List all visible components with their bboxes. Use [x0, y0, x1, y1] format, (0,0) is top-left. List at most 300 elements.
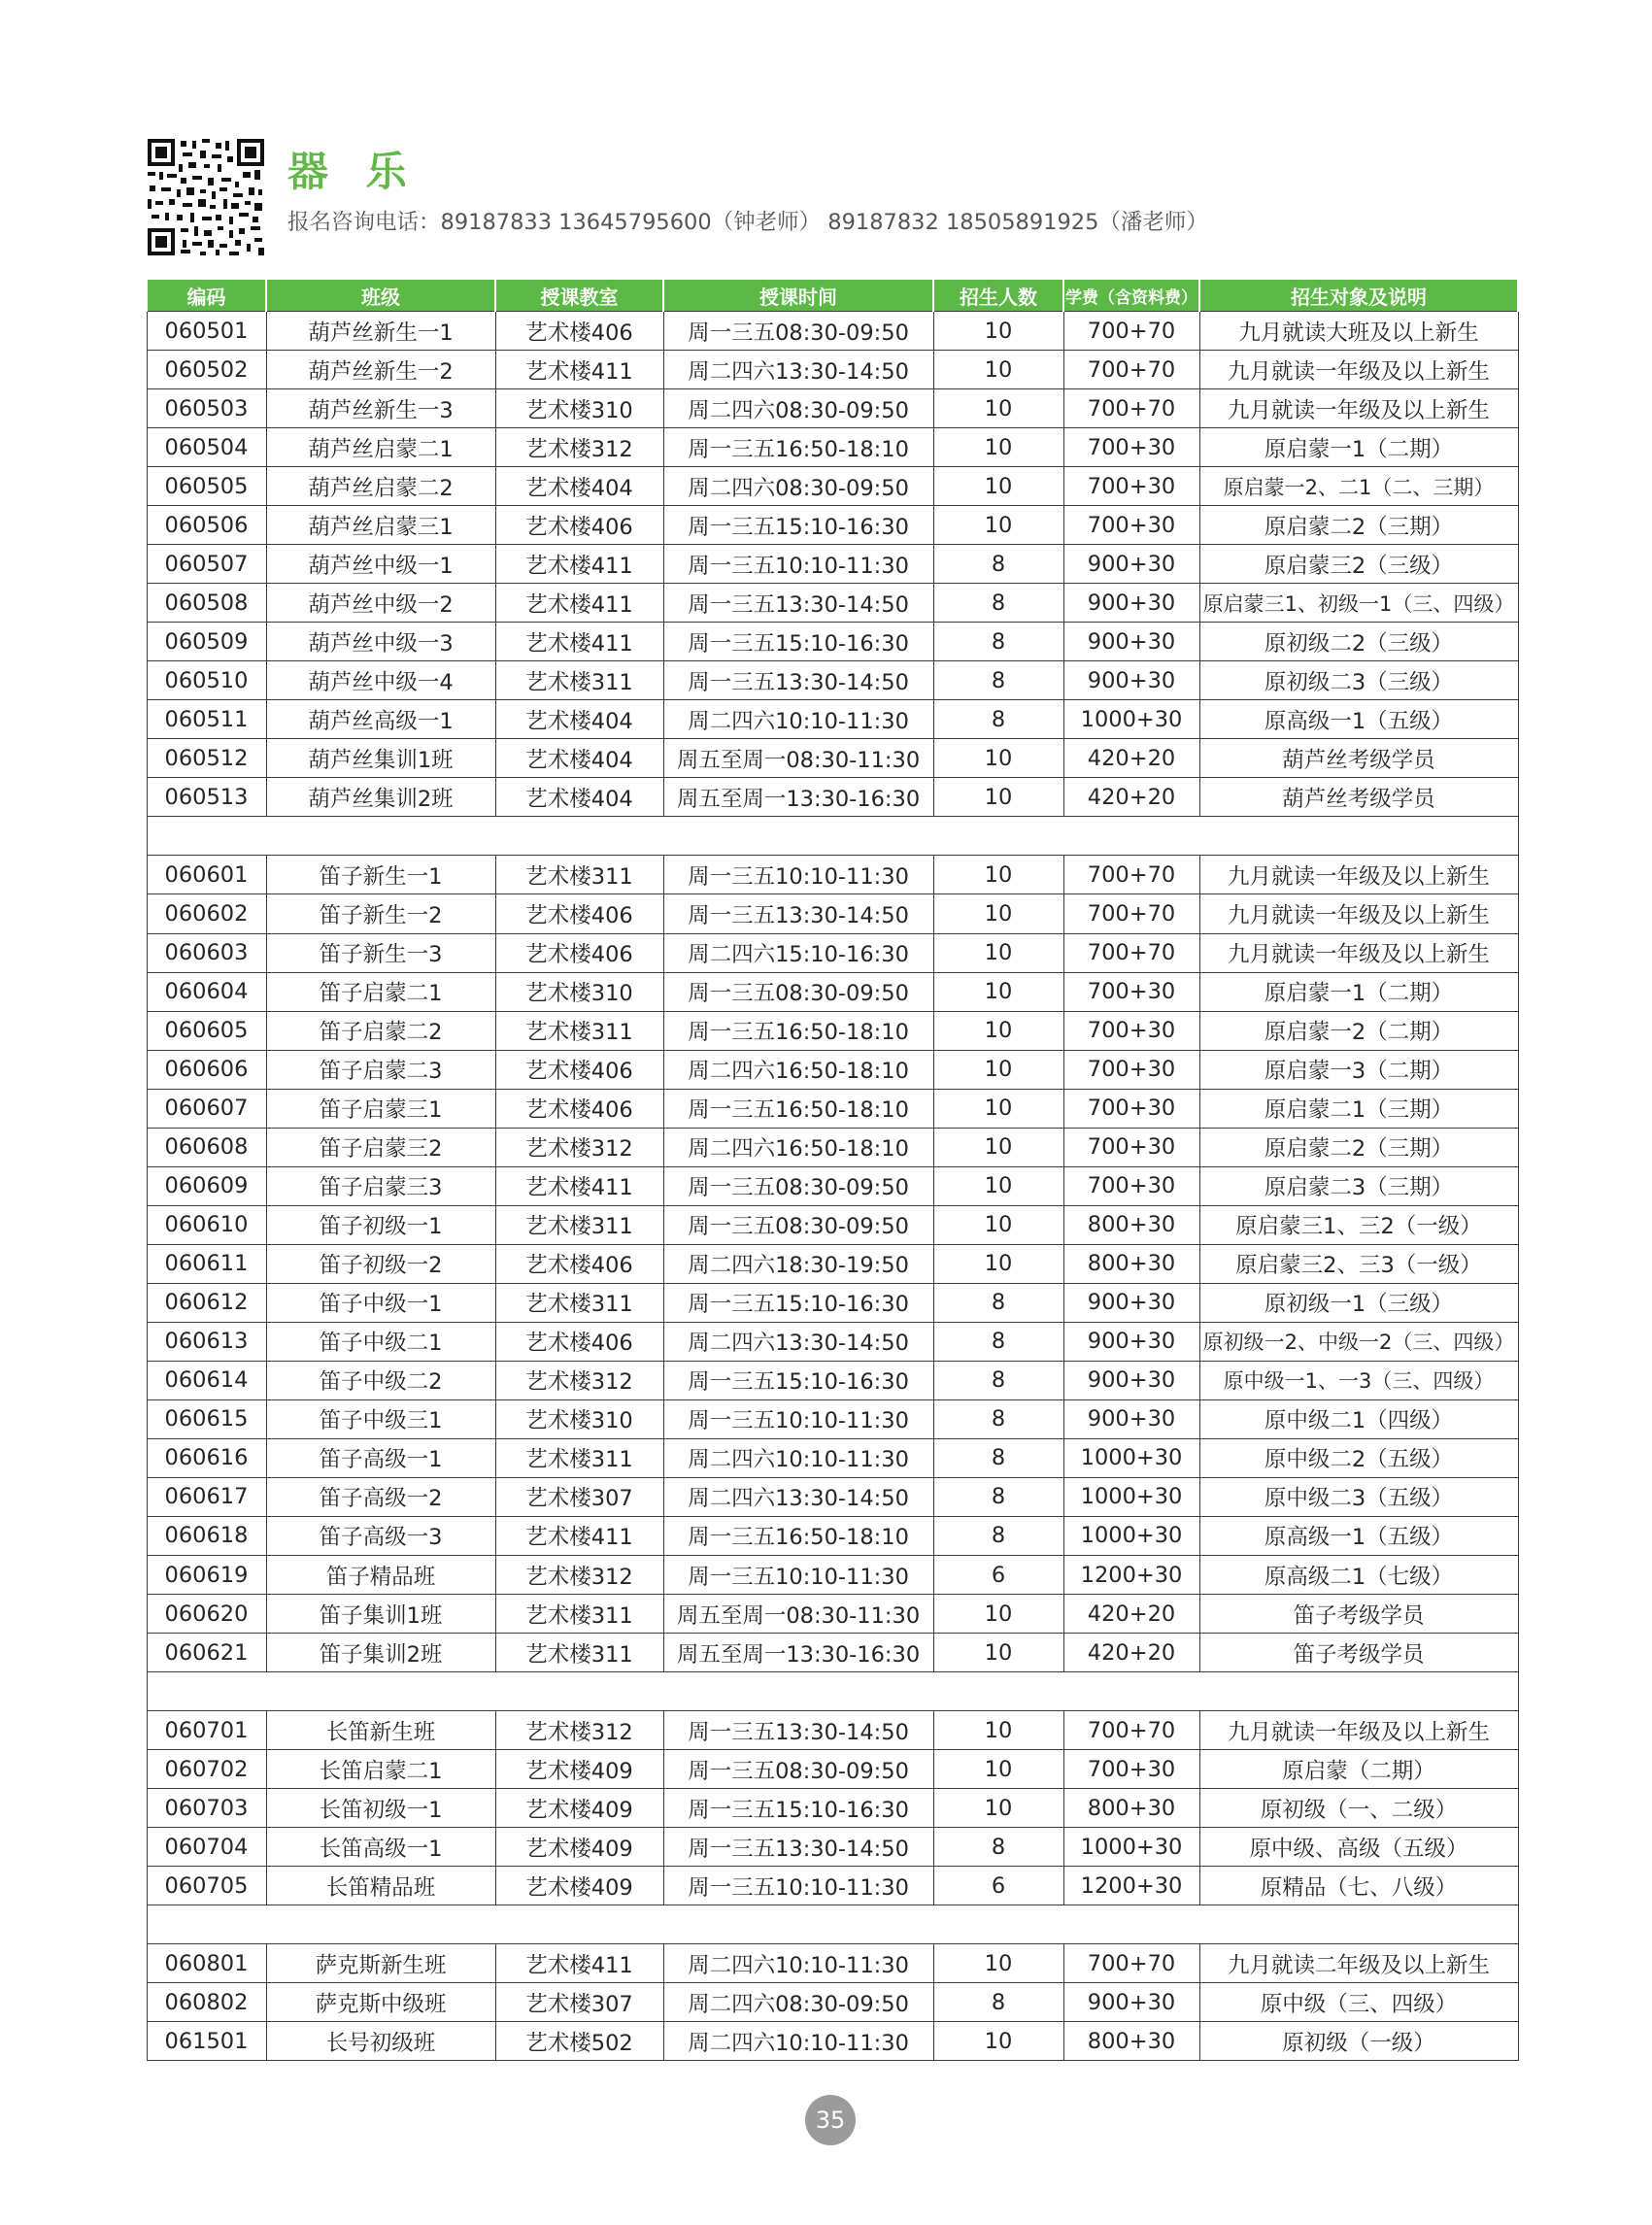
- cell-code: 060501: [147, 312, 266, 351]
- cell-capacity: 10: [933, 933, 1063, 972]
- cell-time: 周二四六18:30-19:50: [663, 1244, 933, 1283]
- cell-fee: 1000+30: [1063, 1438, 1199, 1477]
- cell-code: 060608: [147, 1128, 266, 1166]
- cell-capacity: 10: [933, 312, 1063, 351]
- cell-classroom: 艺术楼311: [495, 856, 663, 894]
- cell-fee: 900+30: [1063, 1983, 1199, 2022]
- cell-time: 周二四六10:10-11:30: [663, 1438, 933, 1477]
- cell-class: 萨克斯新生班: [266, 1944, 495, 1983]
- cell-time: 周一三五10:10-11:30: [663, 1867, 933, 1905]
- cell-code: 060606: [147, 1050, 266, 1089]
- cell-capacity: 10: [933, 1789, 1063, 1828]
- cell-fee: 420+20: [1063, 1634, 1199, 1672]
- table-row: [147, 623, 1518, 661]
- cell-code: 060704: [147, 1828, 266, 1867]
- cell-target: 葫芦丝考级学员: [1199, 739, 1518, 778]
- cell-code: 060604: [147, 972, 266, 1011]
- cell-target: 原启蒙二2（三期）: [1199, 1128, 1518, 1166]
- cell-classroom: 艺术楼411: [495, 351, 663, 389]
- table-row: [147, 1556, 1518, 1595]
- cell-time: 周二四六15:10-16:30: [663, 933, 933, 972]
- cell-classroom: 艺术楼406: [495, 506, 663, 545]
- cell-time: 周一三五13:30-14:50: [663, 1828, 933, 1867]
- cell-fee: 700+30: [1063, 1128, 1199, 1166]
- cell-capacity: 10: [933, 894, 1063, 933]
- cell-class: 笛子启蒙二2: [266, 1011, 495, 1050]
- cell-class: 笛子中级二1: [266, 1322, 495, 1361]
- cell-code: 061501: [147, 2022, 266, 2061]
- cell-fee: 700+30: [1063, 1050, 1199, 1089]
- cell-capacity: 8: [933, 1322, 1063, 1361]
- cell-class: 葫芦丝中级一3: [266, 623, 495, 661]
- table-row: [147, 1828, 1518, 1867]
- cell-code: 060505: [147, 467, 266, 506]
- cell-fee: 700+70: [1063, 389, 1199, 428]
- cell-class: 笛子中级三1: [266, 1399, 495, 1438]
- cell-target: 九月就读二年级及以上新生: [1199, 1944, 1518, 1983]
- cell-class: 笛子集训1班: [266, 1595, 495, 1634]
- cell-fee: 700+70: [1063, 933, 1199, 972]
- cell-code: 060612: [147, 1283, 266, 1322]
- cell-fee: 800+30: [1063, 2022, 1199, 2061]
- cell-fee: 800+30: [1063, 1205, 1199, 1244]
- cell-code: 060509: [147, 623, 266, 661]
- cell-capacity: 8: [933, 1828, 1063, 1867]
- table-row: [147, 661, 1518, 700]
- cell-fee: 420+20: [1063, 778, 1199, 817]
- cell-class: 萨克斯中级班: [266, 1983, 495, 2022]
- cell-code: 060506: [147, 506, 266, 545]
- cell-capacity: 6: [933, 1867, 1063, 1905]
- table-row: [147, 1438, 1518, 1477]
- cell-target: 原高级一1（五级）: [1199, 700, 1518, 739]
- cell-class: 笛子高级一1: [266, 1438, 495, 1477]
- table-row: [147, 1634, 1518, 1672]
- cell-capacity: 8: [933, 584, 1063, 623]
- cell-classroom: 艺术楼307: [495, 1983, 663, 2022]
- cell-fee: 1200+30: [1063, 1867, 1199, 1905]
- cell-time: 周二四六16:50-18:10: [663, 1050, 933, 1089]
- cell-code: 060619: [147, 1556, 266, 1595]
- cell-classroom: 艺术楼409: [495, 1828, 663, 1867]
- cell-capacity: 10: [933, 467, 1063, 506]
- cell-target: 原初级二2（三级）: [1199, 623, 1518, 661]
- table-row: [147, 778, 1518, 817]
- cell-class: 葫芦丝新生一1: [266, 312, 495, 351]
- cell-code: 060614: [147, 1361, 266, 1399]
- cell-classroom: 艺术楼311: [495, 1011, 663, 1050]
- cell-time: 周一三五16:50-18:10: [663, 1089, 933, 1128]
- cell-code: 060503: [147, 389, 266, 428]
- cell-capacity: 10: [933, 506, 1063, 545]
- table-row: [147, 1205, 1518, 1244]
- table-row: [147, 1789, 1518, 1828]
- cell-classroom: 艺术楼411: [495, 623, 663, 661]
- cell-classroom: 艺术楼409: [495, 1789, 663, 1828]
- cell-class: 笛子高级一2: [266, 1477, 495, 1516]
- cell-class: 笛子启蒙三1: [266, 1089, 495, 1128]
- cell-class: 笛子启蒙三2: [266, 1128, 495, 1166]
- cell-code: 060504: [147, 428, 266, 467]
- cell-time: 周五至周一13:30-16:30: [663, 1634, 933, 1672]
- cell-class: 长笛初级一1: [266, 1789, 495, 1828]
- table-row: [147, 1711, 1518, 1750]
- cell-time: 周一三五16:50-18:10: [663, 1516, 933, 1555]
- cell-time: 周二四六10:10-11:30: [663, 2022, 933, 2061]
- cell-time: 周一三五10:10-11:30: [663, 856, 933, 894]
- table-row: [147, 1283, 1518, 1322]
- col-header-class: 班级: [266, 280, 495, 312]
- cell-target: 原启蒙一2（二期）: [1199, 1011, 1518, 1050]
- cell-class: 笛子精品班: [266, 1556, 495, 1595]
- cell-fee: 1000+30: [1063, 1477, 1199, 1516]
- cell-fee: 700+30: [1063, 972, 1199, 1011]
- cell-capacity: 10: [933, 2022, 1063, 2061]
- col-header-classroom: 授课教室: [495, 280, 663, 312]
- cell-capacity: 10: [933, 351, 1063, 389]
- cell-time: 周二四六13:30-14:50: [663, 351, 933, 389]
- cell-fee: 700+30: [1063, 428, 1199, 467]
- cell-class: 笛子初级一2: [266, 1244, 495, 1283]
- cell-classroom: 艺术楼406: [495, 312, 663, 351]
- col-header-fee: 学费（含资料费）: [1063, 280, 1199, 312]
- cell-code: 060703: [147, 1789, 266, 1828]
- table-row: [147, 351, 1518, 389]
- cell-classroom: 艺术楼406: [495, 1050, 663, 1089]
- cell-classroom: 艺术楼409: [495, 1750, 663, 1789]
- cell-classroom: 艺术楼411: [495, 1944, 663, 1983]
- table-row: [147, 389, 1518, 428]
- cell-time: 周一三五13:30-14:50: [663, 584, 933, 623]
- cell-target: 原启蒙一3（二期）: [1199, 1050, 1518, 1089]
- cell-classroom: 艺术楼406: [495, 933, 663, 972]
- cell-code: 060617: [147, 1477, 266, 1516]
- cell-time: 周一三五10:10-11:30: [663, 1556, 933, 1595]
- table-row: [147, 972, 1518, 1011]
- cell-target: 九月就读一年级及以上新生: [1199, 351, 1518, 389]
- table-row: [147, 933, 1518, 972]
- cell-capacity: 10: [933, 1711, 1063, 1750]
- cell-target: 笛子考级学员: [1199, 1595, 1518, 1634]
- cell-classroom: 艺术楼404: [495, 700, 663, 739]
- group-separator-row: [147, 1905, 1518, 1944]
- cell-classroom: 艺术楼307: [495, 1477, 663, 1516]
- cell-target: 原启蒙一1（二期）: [1199, 428, 1518, 467]
- cell-capacity: 8: [933, 1399, 1063, 1438]
- cell-capacity: 8: [933, 545, 1063, 584]
- table-row: [147, 1983, 1518, 2022]
- cell-class: 葫芦丝中级一2: [266, 584, 495, 623]
- table-row: [147, 894, 1518, 933]
- cell-classroom: 艺术楼310: [495, 972, 663, 1011]
- cell-target: 九月就读一年级及以上新生: [1199, 856, 1518, 894]
- cell-time: 周一三五08:30-09:50: [663, 1205, 933, 1244]
- cell-target: 九月就读一年级及以上新生: [1199, 933, 1518, 972]
- cell-fee: 900+30: [1063, 1283, 1199, 1322]
- cell-capacity: 10: [933, 1011, 1063, 1050]
- cell-time: 周二四六10:10-11:30: [663, 1944, 933, 1983]
- cell-time: 周一三五08:30-09:50: [663, 1750, 933, 1789]
- cell-fee: 1200+30: [1063, 1556, 1199, 1595]
- table-row: [147, 1050, 1518, 1089]
- cell-capacity: 6: [933, 1556, 1063, 1595]
- cell-class: 笛子启蒙二1: [266, 972, 495, 1011]
- cell-class: 笛子新生一2: [266, 894, 495, 933]
- cell-code: 060613: [147, 1322, 266, 1361]
- cell-time: 周一三五08:30-09:50: [663, 312, 933, 351]
- cell-capacity: 10: [933, 856, 1063, 894]
- cell-capacity: 8: [933, 1361, 1063, 1399]
- cell-fee: 900+30: [1063, 661, 1199, 700]
- col-header-time: 授课时间: [663, 280, 933, 312]
- cell-time: 周一三五13:30-14:50: [663, 894, 933, 933]
- cell-class: 长笛高级一1: [266, 1828, 495, 1867]
- table-row: [147, 1361, 1518, 1399]
- cell-class: 葫芦丝高级一1: [266, 700, 495, 739]
- cell-target: 原启蒙一1（二期）: [1199, 972, 1518, 1011]
- cell-capacity: 10: [933, 1944, 1063, 1983]
- cell-classroom: 艺术楼312: [495, 1556, 663, 1595]
- cell-target: 原启蒙一2、二1（二、三期）: [1199, 467, 1518, 506]
- table-row: [147, 1399, 1518, 1438]
- cell-time: 周一三五13:30-14:50: [663, 1711, 933, 1750]
- cell-capacity: 8: [933, 1283, 1063, 1322]
- cell-fee: 700+30: [1063, 1166, 1199, 1205]
- cell-code: 060615: [147, 1399, 266, 1438]
- cell-capacity: 10: [933, 1595, 1063, 1634]
- cell-class: 长笛新生班: [266, 1711, 495, 1750]
- cell-capacity: 10: [933, 1089, 1063, 1128]
- cell-target: 原启蒙三2（三级）: [1199, 545, 1518, 584]
- cell-target: 原中级、高级（五级）: [1199, 1828, 1518, 1867]
- cell-target: 原高级一1（五级）: [1199, 1516, 1518, 1555]
- group-separator-cell: [147, 817, 1518, 856]
- cell-time: 周一三五08:30-09:50: [663, 972, 933, 1011]
- cell-target: 原中级二2（五级）: [1199, 1438, 1518, 1477]
- cell-target: 原启蒙（二期）: [1199, 1750, 1518, 1789]
- group-separator-row: [147, 1672, 1518, 1711]
- cell-code: 060502: [147, 351, 266, 389]
- cell-fee: 900+30: [1063, 1361, 1199, 1399]
- cell-capacity: 8: [933, 1516, 1063, 1555]
- cell-code: 060511: [147, 700, 266, 739]
- cell-fee: 700+30: [1063, 506, 1199, 545]
- cell-time: 周一三五16:50-18:10: [663, 1011, 933, 1050]
- cell-capacity: 8: [933, 1438, 1063, 1477]
- cell-capacity: 10: [933, 972, 1063, 1011]
- cell-time: 周二四六08:30-09:50: [663, 389, 933, 428]
- cell-time: 周二四六08:30-09:50: [663, 1983, 933, 2022]
- cell-class: 长笛启蒙二1: [266, 1750, 495, 1789]
- cell-time: 周一三五13:30-14:50: [663, 661, 933, 700]
- cell-class: 葫芦丝启蒙三1: [266, 506, 495, 545]
- cell-fee: 700+70: [1063, 894, 1199, 933]
- cell-classroom: 艺术楼406: [495, 1089, 663, 1128]
- table-row: [147, 467, 1518, 506]
- cell-fee: 800+30: [1063, 1789, 1199, 1828]
- cell-class: 葫芦丝集训2班: [266, 778, 495, 817]
- table-header-row: [147, 280, 1518, 312]
- table-row: [147, 506, 1518, 545]
- cell-code: 060513: [147, 778, 266, 817]
- cell-classroom: 艺术楼411: [495, 584, 663, 623]
- table-row: [147, 1244, 1518, 1283]
- cell-target: 原中级二3（五级）: [1199, 1477, 1518, 1516]
- cell-capacity: 8: [933, 661, 1063, 700]
- cell-fee: 800+30: [1063, 1244, 1199, 1283]
- table-row: [147, 1516, 1518, 1555]
- cell-class: 葫芦丝新生一3: [266, 389, 495, 428]
- cell-capacity: 10: [933, 778, 1063, 817]
- cell-fee: 700+30: [1063, 1750, 1199, 1789]
- cell-classroom: 艺术楼406: [495, 1244, 663, 1283]
- cell-class: 葫芦丝启蒙二1: [266, 428, 495, 467]
- cell-classroom: 艺术楼311: [495, 661, 663, 700]
- col-header-code: 编码: [147, 280, 266, 312]
- cell-capacity: 8: [933, 1983, 1063, 2022]
- cell-classroom: 艺术楼502: [495, 2022, 663, 2061]
- cell-classroom: 艺术楼311: [495, 1205, 663, 1244]
- cell-time: 周五至周一08:30-11:30: [663, 739, 933, 778]
- cell-code: 060616: [147, 1438, 266, 1477]
- cell-classroom: 艺术楼310: [495, 1399, 663, 1438]
- cell-time: 周一三五15:10-16:30: [663, 1789, 933, 1828]
- cell-code: 060601: [147, 856, 266, 894]
- cell-target: 原初级一2、中级一2（三、四级）: [1199, 1322, 1518, 1361]
- cell-code: 060510: [147, 661, 266, 700]
- course-table-container: [146, 280, 1517, 2061]
- cell-target: 笛子考级学员: [1199, 1634, 1518, 1672]
- cell-capacity: 10: [933, 1750, 1063, 1789]
- cell-fee: 900+30: [1063, 1322, 1199, 1361]
- cell-target: 原中级（三、四级）: [1199, 1983, 1518, 2022]
- cell-code: 060621: [147, 1634, 266, 1672]
- page-title: 器 乐: [287, 148, 419, 195]
- cell-target: 九月就读一年级及以上新生: [1199, 1711, 1518, 1750]
- table-row: [147, 1944, 1518, 1983]
- cell-time: 周一三五08:30-09:50: [663, 1166, 933, 1205]
- table-row: [147, 2022, 1518, 2061]
- qr-code-icon: [148, 139, 264, 255]
- col-header-capacity: 招生人数: [933, 280, 1063, 312]
- cell-time: 周五至周一13:30-16:30: [663, 778, 933, 817]
- cell-classroom: 艺术楼411: [495, 1166, 663, 1205]
- cell-target: 原初级一1（三级）: [1199, 1283, 1518, 1322]
- cell-fee: 900+30: [1063, 623, 1199, 661]
- cell-code: 060611: [147, 1244, 266, 1283]
- cell-class: 笛子初级一1: [266, 1205, 495, 1244]
- cell-fee: 700+70: [1063, 856, 1199, 894]
- cell-capacity: 10: [933, 1050, 1063, 1089]
- cell-classroom: 艺术楼311: [495, 1595, 663, 1634]
- cell-target: 原启蒙三1、三2（一级）: [1199, 1205, 1518, 1244]
- cell-class: 笛子启蒙二3: [266, 1050, 495, 1089]
- cell-code: 060603: [147, 933, 266, 972]
- cell-time: 周二四六10:10-11:30: [663, 700, 933, 739]
- cell-class: 葫芦丝新生一2: [266, 351, 495, 389]
- cell-fee: 900+30: [1063, 1399, 1199, 1438]
- cell-code: 060620: [147, 1595, 266, 1634]
- cell-target: 原初级二3（三级）: [1199, 661, 1518, 700]
- table-row: [147, 1595, 1518, 1634]
- course-table: [146, 280, 1519, 2061]
- cell-capacity: 10: [933, 1166, 1063, 1205]
- cell-class: 笛子高级一3: [266, 1516, 495, 1555]
- table-row: [147, 1867, 1518, 1905]
- cell-fee: 700+30: [1063, 1089, 1199, 1128]
- cell-classroom: 艺术楼311: [495, 1283, 663, 1322]
- cell-capacity: 10: [933, 428, 1063, 467]
- cell-class: 笛子中级二2: [266, 1361, 495, 1399]
- cell-code: 060702: [147, 1750, 266, 1789]
- cell-target: 九月就读大班及以上新生: [1199, 312, 1518, 351]
- table-row: [147, 312, 1518, 351]
- cell-target: 原启蒙二3（三期）: [1199, 1166, 1518, 1205]
- cell-class: 笛子集训2班: [266, 1634, 495, 1672]
- cell-fee: 700+70: [1063, 351, 1199, 389]
- cell-code: 060701: [147, 1711, 266, 1750]
- cell-capacity: 10: [933, 1634, 1063, 1672]
- table-row: [147, 1128, 1518, 1166]
- cell-target: 原启蒙二1（三期）: [1199, 1089, 1518, 1128]
- contact-phones: 报名咨询电话：89187833 13645795600（钟老师） 89187832 18505891925（潘老师）: [287, 210, 1208, 235]
- cell-capacity: 8: [933, 623, 1063, 661]
- cell-time: 周二四六13:30-14:50: [663, 1322, 933, 1361]
- group-separator-cell: [147, 1905, 1518, 1944]
- table-row: [147, 1477, 1518, 1516]
- cell-class: 笛子新生一1: [266, 856, 495, 894]
- col-header-target: 招生对象及说明: [1199, 280, 1518, 312]
- cell-time: 周二四六08:30-09:50: [663, 467, 933, 506]
- cell-time: 周二四六13:30-14:50: [663, 1477, 933, 1516]
- cell-capacity: 10: [933, 739, 1063, 778]
- cell-capacity: 10: [933, 1244, 1063, 1283]
- cell-target: 葫芦丝考级学员: [1199, 778, 1518, 817]
- cell-fee: 700+30: [1063, 467, 1199, 506]
- cell-capacity: 10: [933, 1205, 1063, 1244]
- cell-target: 原中级二1（四级）: [1199, 1399, 1518, 1438]
- cell-classroom: 艺术楼411: [495, 1516, 663, 1555]
- cell-class: 笛子启蒙三3: [266, 1166, 495, 1205]
- group-separator-cell: [147, 1672, 1518, 1711]
- cell-code: 060705: [147, 1867, 266, 1905]
- cell-code: 060609: [147, 1166, 266, 1205]
- cell-fee: 900+30: [1063, 545, 1199, 584]
- cell-code: 060507: [147, 545, 266, 584]
- cell-classroom: 艺术楼406: [495, 1322, 663, 1361]
- cell-classroom: 艺术楼312: [495, 1128, 663, 1166]
- cell-class: 笛子新生一3: [266, 933, 495, 972]
- cell-time: 周一三五15:10-16:30: [663, 1361, 933, 1399]
- cell-code: 060618: [147, 1516, 266, 1555]
- cell-class: 葫芦丝启蒙二2: [266, 467, 495, 506]
- cell-fee: 900+30: [1063, 584, 1199, 623]
- cell-fee: 1000+30: [1063, 1516, 1199, 1555]
- cell-target: 原中级一1、一3（三、四级）: [1199, 1361, 1518, 1399]
- cell-class: 葫芦丝中级一1: [266, 545, 495, 584]
- cell-time: 周一三五15:10-16:30: [663, 506, 933, 545]
- cell-fee: 700+70: [1063, 1944, 1199, 1983]
- cell-class: 笛子中级一1: [266, 1283, 495, 1322]
- table-row: [147, 856, 1518, 894]
- cell-target: 原启蒙二2（三期）: [1199, 506, 1518, 545]
- cell-capacity: 8: [933, 1477, 1063, 1516]
- cell-classroom: 艺术楼404: [495, 739, 663, 778]
- cell-capacity: 10: [933, 389, 1063, 428]
- cell-classroom: 艺术楼310: [495, 389, 663, 428]
- cell-fee: 1000+30: [1063, 700, 1199, 739]
- cell-fee: 700+30: [1063, 1011, 1199, 1050]
